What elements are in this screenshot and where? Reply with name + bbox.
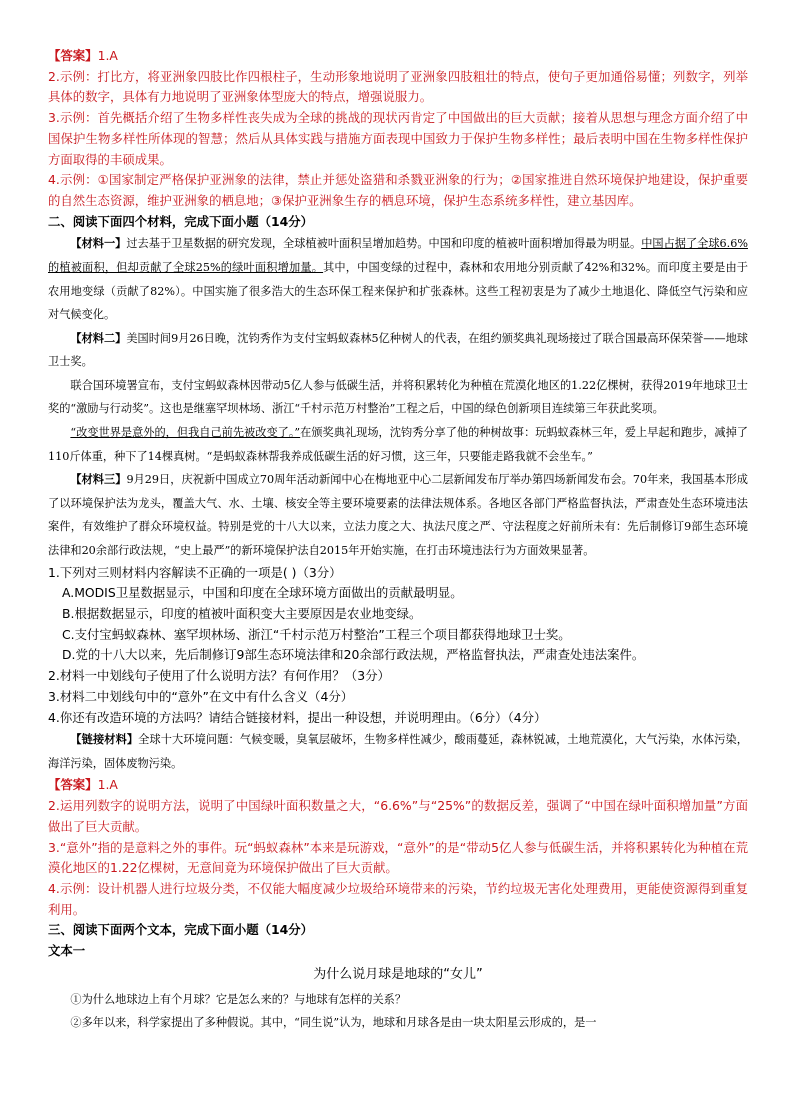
document-page bbox=[48, 46, 748, 1035]
question-4: 4.你还有改造环境的方法吗？请结合链接材料，提出一种设想，并说明理由。（6分）（4分） bbox=[48, 709, 547, 725]
material-3-tag: 【材料三】 bbox=[70, 472, 127, 487]
material-2-para-2: 联合国环境署宣布，支付宝蚂蚁森林因带动5亿人参与低碳生活，并将积累转化为种植在荒漠化地区的1.22亿棵树，获得2019年地球卫士奖的“激励与行动奖”。这也是继塞罕坝林场、浙江“千村示范万村整治”工程之后，中国的绿色创新项目连续第三年获此奖项。 bbox=[48, 378, 748, 416]
link-material-text: 全球十大环境问题：气候变暖，臭氧层破坏，生物多样性减少，酸雨蔓延，森林锐减，土地荒漠化，大气污染，水体污染，海洋污染，固体废物污染。 bbox=[48, 733, 748, 770]
answer-tag: 【答案】 bbox=[48, 48, 98, 63]
material-1 bbox=[48, 232, 748, 326]
material-1-text-a: 过去基于卫星数据的研究发现，全球植被叶面积呈增加趋势。中国和印度的植被叶面积增加得最为明显。 bbox=[126, 237, 642, 251]
option-a: A.MODIS卫星数据显示，中国和印度在全球环境方面做出的贡献最明显。 bbox=[62, 585, 463, 601]
material-1-text-b: 其中，中国变绿的过程中，森林和农用地分别贡献了42%和32%。而印度主要是由于农用地变绿（贡献了82%）。中国实施了很多浩大的生态环保工程来保护和扩张森林。这些工程初衷是为了减少土地退化、降低空气污染和应对气候变化。 bbox=[48, 260, 748, 322]
material-2-text-a: 美国时间9月26日晚，沈钧秀作为支付宝蚂蚁森林5亿种树人的代表，在组约颁奖典礼现场接过了联合国最高环保荣誉——地球卫士奖。 bbox=[48, 331, 748, 369]
question-3: 3.材料二中划线句中的“意外”在文中有什么含义（4分） bbox=[48, 688, 354, 704]
material-2-text-c: 在颁奖典礼现场，沈钧秀分享了他的种树故事：玩蚂蚁森林三年，爱上早起和跑步，减掉了110斤体重，种下了14棵真树。“是蚂蚁森林帮我养成低碳生活的好习惯，这三年，只要能走路我就不会坐车。” bbox=[48, 426, 748, 463]
answer2-4: 4.示例：设计机器人进行垃圾分类，不仅能大幅度减少垃圾给环境带来的污染，节约垃圾无害化处理费用，更能使资源得到重复利用。 bbox=[48, 880, 748, 917]
link-material bbox=[48, 728, 748, 775]
article-para-1: ①为什么地球边上有个月球？它是怎么来的？与地球有怎样的关系？ bbox=[70, 992, 407, 1006]
question-1: 1.下列对三则材料内容解读不正确的一项是( )（3分） bbox=[48, 564, 342, 580]
answer-4: 4.示例：①国家制定严格保护亚洲象的法律，禁止并惩处盗猎和杀戮亚洲象的行为；②国家推进自然环境保护地建设，保护重要的自然生态资源，维护亚洲象的栖息地；③保护亚洲象生存的栖息环境，保护生态系统多样性，建立基因库。 bbox=[48, 172, 748, 208]
answer-3: 3.示例：首先概括介绍了生物多样性丧失成为全球的挑战的现状丙肯定了中国做出的巨大贡献；接着从思想与理念方面介绍了中国保护生物多样性所体现的智慧；然后从具体实践与措施方面表现中国致力于保护生物多样性；最后表明中国在生物多样性保护方面取得的丰硕成果。 bbox=[48, 110, 748, 167]
material-3 bbox=[48, 468, 748, 562]
material-1-tag: 【材料一】 bbox=[70, 236, 127, 251]
answer-1: 1.A bbox=[97, 48, 118, 63]
material-3-text: 9月29日，庆祝新中国成立70周年活动新闻中心在梅地亚中心二层新闻发布厅举办第四场新闻发布会。70年来，我国基本形成了以环境保护法为龙头，覆盖大气、水、土壤、核安全等主要环境要素的法律法规体系。各地区各部门严格监督执法，严肃查处生态环境违法案件，有效维护了群众环境权益。特别是党的十八大以来，立法力度之大、执法尺度之严、守法程度之好前所未有：先后制修订9部生态环境法律和20余部行政法规，“史上最严”的新环境保护法自2015年开始实施，在打击环境违法行为方面效果显著。 bbox=[48, 473, 748, 558]
text-one-label: 文本一 bbox=[48, 943, 86, 959]
material-2-underlined: “改变世界是意外的，但我自己前先被改变了。” bbox=[70, 426, 301, 440]
answer2-1: 1.A bbox=[97, 777, 118, 793]
article-title: 为什么说月球是地球的“女儿” bbox=[313, 966, 483, 982]
material-2-tag: 【材料二】 bbox=[70, 330, 127, 345]
material-2-para-3 bbox=[48, 421, 748, 468]
answer2-2: 2.运用列数字的说明方法，说明了中国绿叶面积数量之大，“6.6%”与“25%”的数据反差，强调了“中国在绿叶面积增加量”方面做出了巨大贡献。 bbox=[48, 798, 748, 834]
option-c: C.支付宝蚂蚁森林、塞罕坝林场、浙江“千村示范万村整治”工程三个项目都获得地球卫士奖。 bbox=[62, 626, 571, 642]
answer-2: 2.示例：打比方，将亚洲象四肢比作四根柱子，生动形象地说明了亚洲象四肢粗壮的特点，使句子更加通俗易懂；列数字，列举具体的数字，具体有力地说明了亚洲象体型庞大的特点，增强说服力。 bbox=[48, 68, 748, 105]
answer-block-1-line bbox=[48, 46, 748, 67]
answer-block-2-line bbox=[48, 775, 748, 796]
material-1-underlined: 中国占据了全球6.6%的植被面积，但却贡献了全球25%的绿叶面积增加量。 bbox=[48, 237, 748, 274]
link-material-tag: 【链接材料】 bbox=[70, 732, 139, 747]
article-para-2: ②多年以来，科学家提出了多种假说。其中，“同生说”认为，地球和月球各是由一块太阳星云形成的，是一 bbox=[70, 1016, 597, 1030]
section3-heading: 三、阅读下面两个文本，完成下面小题（14分） bbox=[48, 922, 314, 938]
option-b: B.根据数据显示，印度的植被叶面积变大主要原因是农业地变绿。 bbox=[62, 606, 422, 622]
material-2 bbox=[48, 327, 748, 374]
option-d: D.党的十八大以来，先后制修订9部生态环境法律和20余部行政法规，严格监督执法，严肃查处违法案件。 bbox=[62, 647, 645, 663]
section2-heading: 二、阅读下面四个材料，完成下面小题（14分） bbox=[48, 213, 314, 229]
question-2: 2.材料一中划线句子使用了什么说明方法？有何作用？（3分） bbox=[48, 668, 390, 684]
answer-tag-2: 【答案】 bbox=[48, 777, 98, 793]
answer2-3: 3.“意外”指的是意料之外的事件。玩“蚂蚁森林”本来是玩游戏，“意外”的是“带动5亿人参与低碳生活，并将积累转化为种植在荒漠化地区的1.22亿棵树，无意间竟为环境保护做出了巨大贡献。 bbox=[48, 839, 748, 876]
